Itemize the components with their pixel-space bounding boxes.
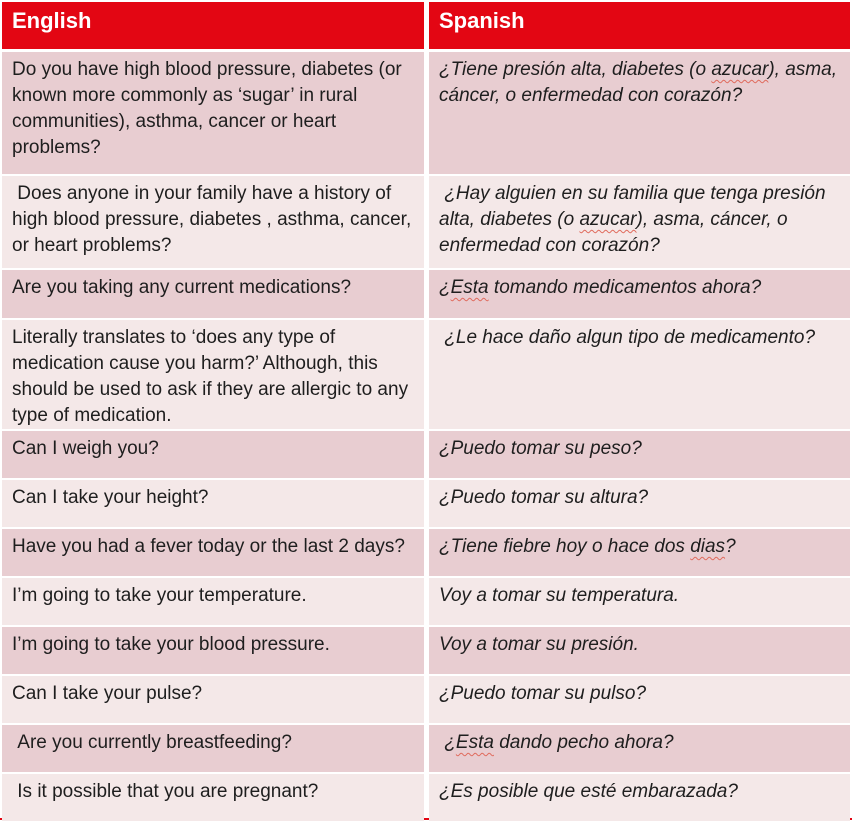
- spanish-cell: ¿Tiene presión alta, diabetes (o azucar), asma, cáncer, o enfermedad con corazón?: [429, 52, 850, 174]
- spanish-header: Spanish: [429, 2, 850, 49]
- misspelled-word: azucar: [579, 209, 637, 230]
- misspelled-word: azucar: [711, 59, 769, 80]
- table-row: [2, 176, 850, 268]
- table-row: [2, 627, 850, 674]
- english-cell: Is it possible that you are pregnant?: [2, 774, 424, 821]
- table-body: [2, 52, 850, 823]
- english-cell: Can I take your pulse?: [2, 676, 424, 723]
- spanish-cell: ¿Puedo tomar su pulso?: [429, 676, 850, 723]
- table-row: [2, 578, 850, 625]
- table-row: [2, 431, 850, 478]
- spanish-cell: ¿Le hace daño algun tipo de medicamento?: [429, 320, 850, 429]
- misspelled-word: Esta: [455, 732, 494, 753]
- table-row: [2, 774, 850, 821]
- english-cell: Literally translates to ‘does any type of medication cause you harm?’ Although, this should be used to ask if they are allergic to any type of medication.: [2, 320, 424, 429]
- table-row: [2, 725, 850, 772]
- spanish-cell: ¿Hay alguien en su familia que tenga presión alta, diabetes (o azucar), asma, cáncer, o enfermedad con corazón?: [429, 176, 850, 268]
- table-row: [2, 529, 850, 576]
- english-cell: Are you currently breastfeeding?: [2, 725, 424, 772]
- table-header-row: [2, 2, 850, 49]
- table-row: [2, 480, 850, 527]
- spanish-cell: ¿Puedo tomar su peso?: [429, 431, 850, 478]
- misspelled-word: dias: [690, 536, 726, 557]
- english-cell: Can I weigh you?: [2, 431, 424, 478]
- english-cell: I’m going to take your blood pressure.: [2, 627, 424, 674]
- table-row: [2, 676, 850, 723]
- english-cell: Have you had a fever today or the last 2 days?: [2, 529, 424, 576]
- english-cell: Do you have high blood pressure, diabetes (or known more commonly as ‘sugar’ in rural communities), asthma, cancer or heart problems?: [2, 52, 424, 174]
- table-row: [2, 52, 850, 174]
- table-row: [2, 320, 850, 429]
- spanish-cell: ¿Puedo tomar su altura?: [429, 480, 850, 527]
- spanish-cell: Voy a tomar su temperatura.: [429, 578, 850, 625]
- english-cell: Are you taking any current medications?: [2, 270, 424, 318]
- spanish-cell: Voy a tomar su presión.: [429, 627, 850, 674]
- spanish-cell: ¿Esta tomando medicamentos ahora?: [429, 270, 850, 318]
- spanish-cell: ¿Es posible que esté embarazada?: [429, 774, 850, 821]
- english-header: English: [2, 2, 424, 49]
- spanish-cell: ¿Tiene fiebre hoy o hace dos dias?: [429, 529, 850, 576]
- english-cell: Can I take your height?: [2, 480, 424, 527]
- spanish-cell: ¿Esta dando pecho ahora?: [429, 725, 850, 772]
- english-cell: Does anyone in your family have a history of high blood pressure, diabetes , asthma, cancer, or heart problems?: [2, 176, 424, 268]
- misspelled-word: Esta: [450, 277, 489, 298]
- english-cell: I’m going to take your temperature.: [2, 578, 424, 625]
- table-row: [2, 270, 850, 318]
